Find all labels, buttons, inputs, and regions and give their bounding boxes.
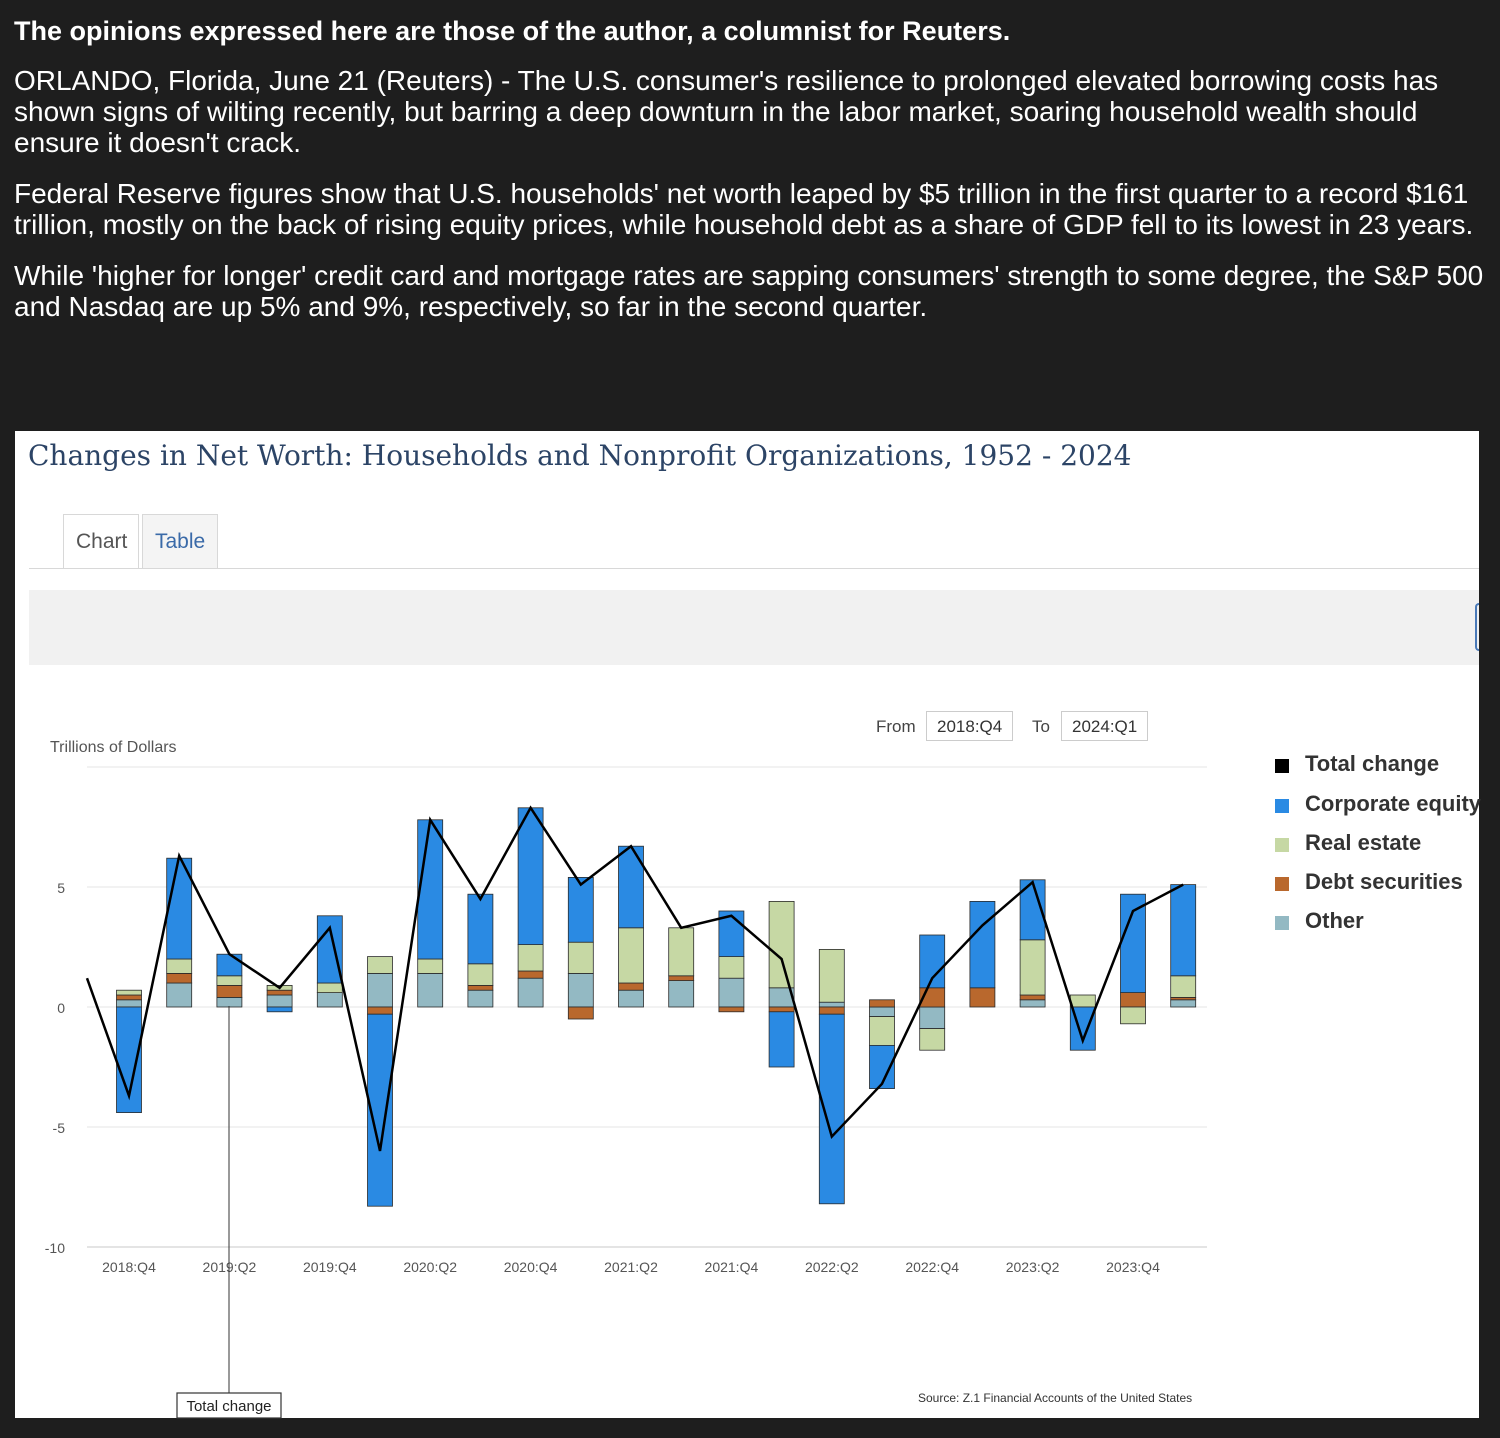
bar-segment-real_estate[interactable] bbox=[217, 976, 242, 986]
x-tick-label: 2021:Q4 bbox=[704, 1259, 759, 1275]
x-tick-label: 2023:Q2 bbox=[1005, 1259, 1060, 1275]
bar-segment-real_estate[interactable] bbox=[669, 928, 694, 976]
article-paragraph: Federal Reserve figures show that U.S. households' net worth leaped by $5 trillion in the first quarter to a record $161 trillion, mostly on the back of rising equity prices, while household debt as a share of GDP fell to its lowest in 23 years. bbox=[14, 178, 1474, 240]
bar-segment-debt[interactable] bbox=[669, 976, 694, 981]
bar-segment-equity[interactable] bbox=[970, 901, 995, 987]
bar-segment-debt[interactable] bbox=[368, 1007, 393, 1014]
x-tick-label: 2019:Q4 bbox=[302, 1259, 357, 1275]
tab-table[interactable]: Table bbox=[142, 514, 218, 568]
bar-segment-debt[interactable] bbox=[267, 990, 292, 995]
bar-segment-equity[interactable] bbox=[217, 954, 242, 976]
bar-segment-debt[interactable] bbox=[619, 983, 644, 990]
legend-label: Corporate equity bbox=[1305, 791, 1482, 816]
from-label: From bbox=[876, 717, 916, 736]
bar-segment-real_estate[interactable] bbox=[920, 1029, 945, 1051]
bar-segment-other[interactable] bbox=[920, 1007, 945, 1029]
bar-segment-other[interactable] bbox=[1171, 1000, 1196, 1007]
bar-segment-other[interactable] bbox=[267, 995, 292, 1007]
bar-segment-real_estate[interactable] bbox=[518, 945, 543, 971]
bar-segment-real_estate[interactable] bbox=[317, 983, 342, 993]
y-tick-label: -10 bbox=[44, 1240, 65, 1256]
bar-segment-real_estate[interactable] bbox=[870, 1017, 895, 1046]
bar-segment-other[interactable] bbox=[468, 990, 493, 1007]
chart-title: Changes in Net Worth: Households and Nonprofit Organizations, 1952 - 2024 bbox=[28, 439, 1132, 472]
legend-label: Other bbox=[1305, 908, 1364, 933]
bar-segment-other[interactable] bbox=[418, 973, 443, 1007]
article-text bbox=[14, 16, 1484, 342]
chart-panel bbox=[15, 431, 1482, 1418]
bar-segment-debt[interactable] bbox=[468, 985, 493, 990]
x-tick-label: 2022:Q4 bbox=[905, 1259, 960, 1275]
bar-segment-equity[interactable] bbox=[769, 1012, 794, 1067]
source-note: Source: Z.1 Financial Accounts of the United States bbox=[918, 1391, 1193, 1405]
bar-segment-equity[interactable] bbox=[418, 820, 443, 959]
bar-segment-real_estate[interactable] bbox=[819, 949, 844, 1002]
bar-segment-debt[interactable] bbox=[167, 973, 192, 983]
bar-segment-equity[interactable] bbox=[267, 1007, 292, 1012]
bar-segment-other[interactable] bbox=[117, 1000, 142, 1007]
toolbar-button-edge[interactable] bbox=[1475, 603, 1479, 651]
disclaimer-paragraph: The opinions expressed here are those of the author, a columnist for Reuters. bbox=[14, 16, 1011, 46]
tab-chart[interactable]: Chart bbox=[63, 514, 139, 568]
bar-segment-debt[interactable] bbox=[870, 1000, 895, 1007]
bar-segment-other[interactable] bbox=[368, 973, 393, 1007]
from-input[interactable]: 2018:Q4 bbox=[926, 711, 1013, 741]
legend-swatch bbox=[1275, 799, 1289, 813]
bar-segment-real_estate[interactable] bbox=[1020, 940, 1045, 995]
bar-segment-other[interactable] bbox=[167, 983, 192, 1007]
bar-segment-other[interactable] bbox=[317, 993, 342, 1007]
legend-swatch bbox=[1275, 759, 1289, 773]
legend-label: Debt securities bbox=[1305, 869, 1463, 894]
y-tick-label: 0 bbox=[57, 1000, 65, 1016]
y-axis-title: Trillions of Dollars bbox=[50, 739, 177, 756]
bar-segment-real_estate[interactable] bbox=[368, 957, 393, 974]
bar-segment-real_estate[interactable] bbox=[468, 964, 493, 986]
bar-segment-debt[interactable] bbox=[819, 1007, 844, 1014]
tooltip bbox=[177, 1006, 281, 1418]
tabs-divider bbox=[29, 568, 1479, 569]
bar-segment-real_estate[interactable] bbox=[167, 959, 192, 973]
bar-segment-debt[interactable] bbox=[117, 995, 142, 1000]
bar-segment-real_estate[interactable] bbox=[1121, 1007, 1146, 1024]
bar-segment-equity[interactable] bbox=[1121, 894, 1146, 992]
to-label: To bbox=[1032, 717, 1050, 736]
legend-swatch bbox=[1275, 838, 1289, 852]
article-paragraph: While 'higher for longer' credit card and mortgage rates are sapping consumers' strength to some degree, the S&P 500 and Nasdaq are up 5% and 9%, respectively, so far in the second quarter. bbox=[14, 260, 1484, 322]
chart-plot bbox=[15, 731, 1235, 1431]
bar-segment-real_estate[interactable] bbox=[117, 990, 142, 995]
bar-segment-other[interactable] bbox=[518, 978, 543, 1007]
tooltip-text: Total change bbox=[186, 1398, 272, 1415]
bar-segment-real_estate[interactable] bbox=[1171, 976, 1196, 998]
bar-segment-debt[interactable] bbox=[970, 988, 995, 1007]
bar-segment-other[interactable] bbox=[819, 1002, 844, 1007]
x-tick-label: 2023:Q4 bbox=[1106, 1259, 1160, 1275]
bar-segment-debt[interactable] bbox=[769, 1007, 794, 1012]
bar-segment-debt[interactable] bbox=[568, 1007, 593, 1019]
bar-segment-equity[interactable] bbox=[468, 894, 493, 964]
bar-segment-other[interactable] bbox=[669, 981, 694, 1007]
bar-segment-real_estate[interactable] bbox=[1070, 995, 1095, 1007]
bar-segment-other[interactable] bbox=[619, 990, 644, 1007]
bar-segment-real_estate[interactable] bbox=[418, 959, 443, 973]
bar-segment-equity[interactable] bbox=[1171, 885, 1196, 976]
legend-swatch bbox=[1275, 916, 1289, 930]
legend-label: Real estate bbox=[1305, 830, 1422, 855]
bar-segment-other[interactable] bbox=[719, 978, 744, 1007]
chart-toolbar bbox=[29, 590, 1479, 665]
bar-segment-debt[interactable] bbox=[518, 971, 543, 978]
x-tick-label: 2020:Q2 bbox=[403, 1259, 458, 1275]
article-paragraph: ORLANDO, Florida, June 21 (Reuters) - The U.S. consumer's resilience to prolonged elevated borrowing costs has shown signs of wilting recently, but barring a deep downturn in the labor market, soaring household wealth should ensure it doesn't crack. bbox=[14, 65, 1439, 158]
x-tick-label: 2019:Q2 bbox=[202, 1259, 257, 1275]
bar-segment-real_estate[interactable] bbox=[568, 942, 593, 973]
x-tick-label: 2020:Q4 bbox=[503, 1259, 558, 1275]
bar-segment-other[interactable] bbox=[217, 997, 242, 1007]
bar-segment-real_estate[interactable] bbox=[769, 901, 794, 987]
bar-segment-debt[interactable] bbox=[719, 1007, 744, 1012]
x-tick-label: 2018:Q4 bbox=[102, 1259, 156, 1275]
bar-segment-equity[interactable] bbox=[518, 808, 543, 945]
x-tick-label: 2021:Q2 bbox=[604, 1259, 658, 1275]
y-tick-label: -5 bbox=[52, 1120, 65, 1136]
bar-segment-equity[interactable] bbox=[568, 877, 593, 942]
bar-segment-other[interactable] bbox=[1020, 1000, 1045, 1007]
bar-segment-other[interactable] bbox=[568, 973, 593, 1007]
bar-segment-debt[interactable] bbox=[1020, 995, 1045, 1000]
bar-segment-debt[interactable] bbox=[217, 985, 242, 997]
legend-label: Total change bbox=[1305, 751, 1440, 776]
bar-segment-other[interactable] bbox=[870, 1007, 895, 1017]
x-tick-label: 2022:Q2 bbox=[804, 1259, 859, 1275]
bar-segment-real_estate[interactable] bbox=[719, 957, 744, 979]
bar-segment-debt[interactable] bbox=[1121, 993, 1146, 1007]
y-tick-label: 5 bbox=[57, 880, 65, 896]
to-input[interactable]: 2024:Q1 bbox=[1061, 711, 1148, 741]
legend-swatch bbox=[1275, 877, 1289, 891]
bar-segment-real_estate[interactable] bbox=[619, 928, 644, 983]
